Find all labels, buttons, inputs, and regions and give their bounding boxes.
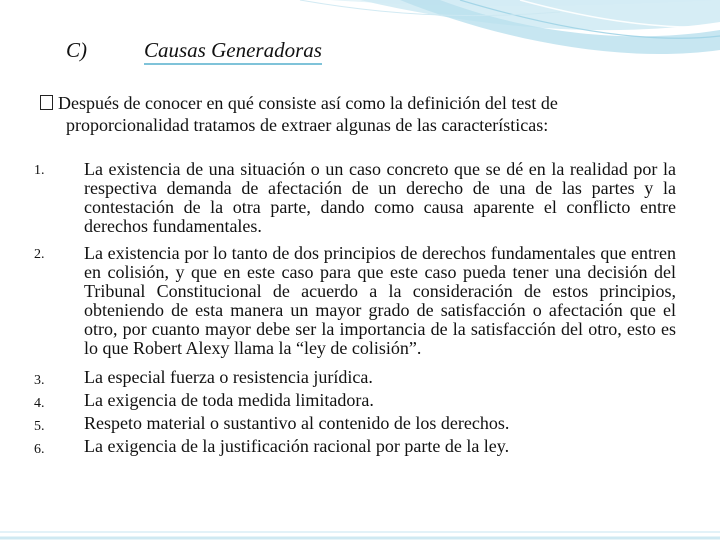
list-item-text: La existencia por lo tanto de dos principios de derechos fundamentales que entren en colisión, y que en este caso para que este caso pueda tener una decisión del Tribunal Constitucional de acuerdo a la consideración de estos principios, obteniendo de esta manera un mayor grado de satisfacción o afectación que el otro, por cuanto mayor debe ser la importancia de la satisfacción del otro, esto es lo que Robert Alexy llama la “ley de colisión”. [84,243,676,358]
list-item-text: Respeto material o sustantivo al contenido de los derechos. [84,413,510,433]
intro-line-1-text: Después de conocer en qué consiste así como la definición del test de [58,93,558,113]
intro-line-2: proporcionalidad tratamos de extraer algunas de las características: [66,115,549,135]
list-item-number: 6. [34,442,45,457]
heading-letter: C) [66,38,87,62]
slide-heading [66,38,322,65]
checkbox-bullet-icon [40,95,53,110]
list-item-number: 5. [34,419,45,434]
list-item-text: La exigencia de toda medida limitadora. [84,390,374,410]
intro-paragraph [40,92,680,136]
list-item-number: 2. [34,247,45,262]
list-item-number: 4. [34,396,45,411]
list-item [34,412,676,435]
list-item-text: La especial fuerza o resistencia jurídica. [84,367,373,387]
list-item-number: 1. [34,163,45,178]
list-item [34,160,676,236]
list-item [34,389,676,412]
list-item-text: La exigencia de la justificación racional por parte de la ley. [84,436,510,456]
list-item [34,366,676,389]
heading-title: Causas Generadoras [144,38,322,65]
intro-line-1 [40,92,680,114]
list-item [34,435,676,458]
list-item [34,244,676,358]
list-item-text: La existencia de una situación o un caso concreto que se dé en la realidad por la respectiva demanda de afectación de un derecho de una de las partes y la contestación de la otra parte, dando como causa aparente el conflicto entre derechos fundamentales. [84,159,676,236]
list-item-number: 3. [34,373,45,388]
characteristics-list [34,160,676,458]
